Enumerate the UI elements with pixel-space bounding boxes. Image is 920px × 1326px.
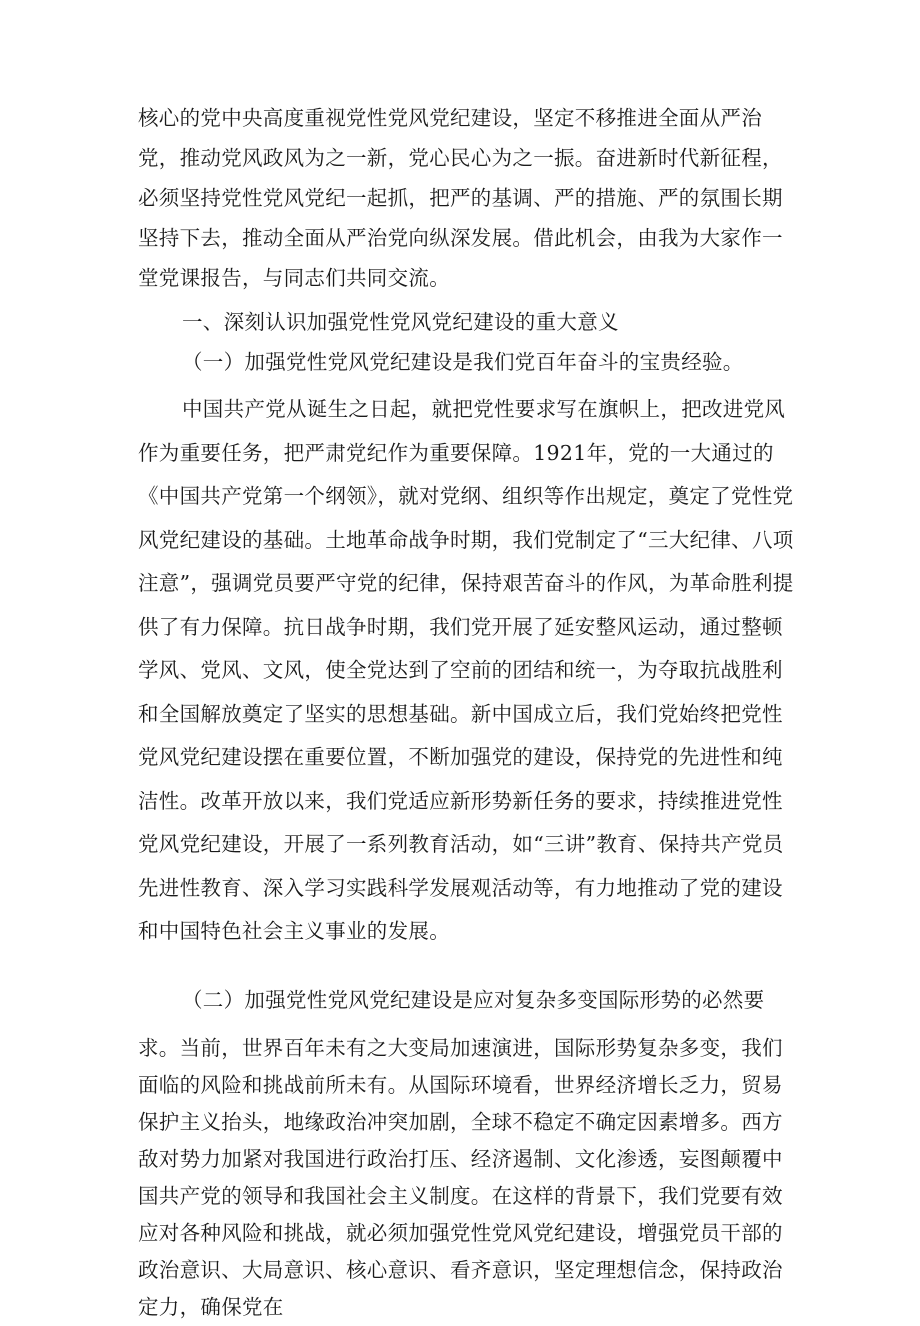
- subsection-body-2: 求。当前，世界百年未有之大变局加速演进，国际形势复杂多变，我们面临的风险和挑战前所未有。从国际环境看，世界经济增长乏力，贸易保护主义抬头，地缘政治冲突加剧，全球不稳定不确定因素增多。西方敌对势力加紧对我国进行政治打压、经济遏制、文化渗透，妄图颠覆中国共产党的领导和我国社会主义制度。在这样的背景下，我们党要有效应对各种风险和挑战，就必须加强党性党风党纪建设，增强党员干部的政治意识、大局意识、核心意识、看齐意识，坚定理想信念，保持政治定力，确保党在: [138, 1035, 783, 1319]
- document-page: [138, 98, 798, 1326]
- subsection-heading-1: （一）加强党性党风党纪建设是我们党百年奋斗的宝贵经验。: [182, 350, 744, 374]
- subsection-heading-2: （二）加强党性党风党纪建设是应对复杂多变国际形势的必然要: [182, 987, 765, 1012]
- subsection-body-1: 中国共产党从诞生之日起，就把党性要求写在旗帜上，把改进党风作为重要任务，把严肃党纪作为重要保障。1921年，党的一大通过的《中国共产党第一个纲领》，就对党纲、组织等作出规定，奠定了党性党风党纪建设的基础。土地革命战争时期，我们党制定了“三大纪律、八项注意”，强调党员要严守党的纪律，保持艰苦奋斗的作风，为革命胜利提供了有力保障。抗日战争时期，我们党开展了延安整风运动，通过整顿学风、党风、文风，使全党达到了空前的团结和统一，为夺取抗战胜利和全国解放奠定了坚实的思想基础。新中国成立后，我们党始终把党性党风党纪建设摆在重要位置，不断加强党的建设，保持党的先进性和纯洁性。改革开放以来，我们党适应新形势新任务的要求，持续推进党性党风党纪建设，开展了一系列教育活动，如“三讲”教育、保持共产党员先进性教育、深入学习实践科学发展观活动等，有力地推动了党的建设和中国特色社会主义事业的发展。: [138, 397, 794, 943]
- section-heading-1: 一、深刻认识加强党性党风党纪建设的重大意义: [182, 310, 619, 334]
- intro-paragraph: 核心的党中央高度重视党性党风党纪建设，坚定不移推进全面从严治党，推动党风政风为之一新，党心民心为之一振。奋进新时代新征程，必须坚持党性党风党纪一起抓，把严的基调、严的措施、严的氛围长期坚持下去，推动全面从严治党向纵深发展。借此机会，由我为大家作一堂党课报告，与同志们共同交流。: [138, 106, 783, 290]
